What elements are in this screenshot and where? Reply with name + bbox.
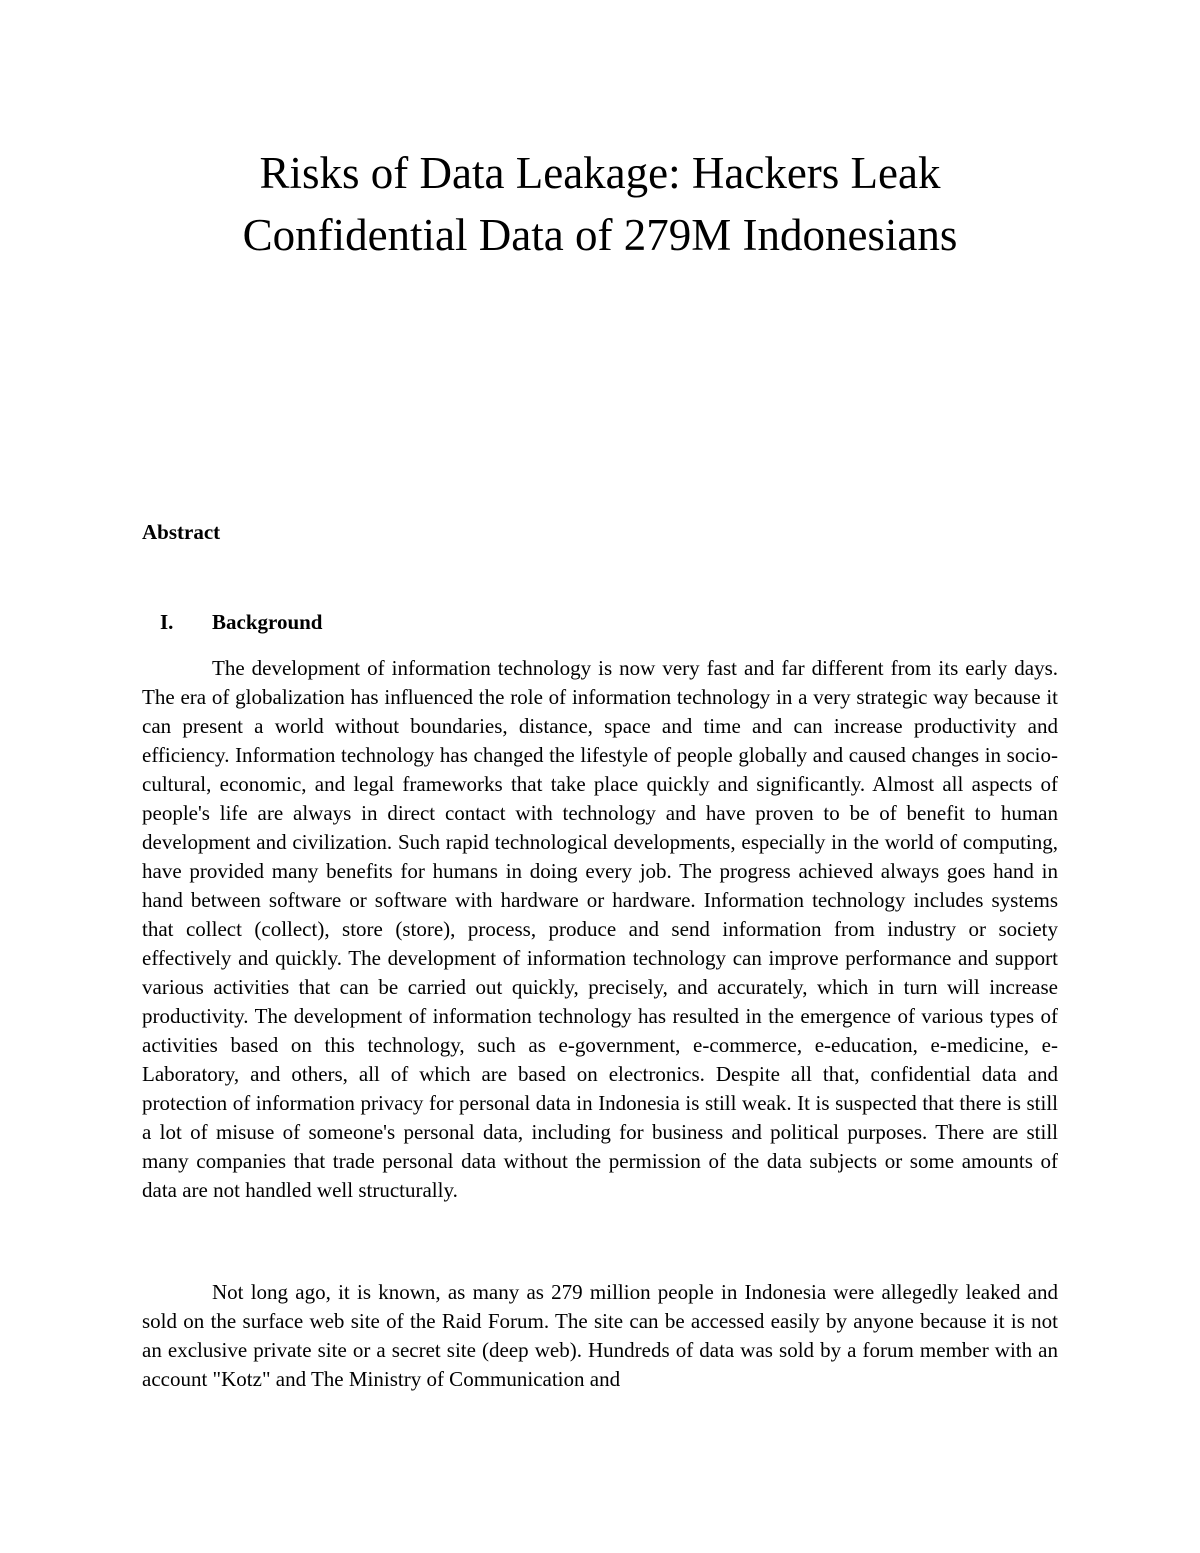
section-heading-background — [160, 610, 323, 635]
section-number: I. — [160, 610, 174, 634]
title-line-2: Confidential Data of 279M Indonesians — [242, 210, 958, 260]
title-line-1: Risks of Data Leakage: Hackers Leak — [259, 148, 941, 198]
abstract-heading: Abstract — [142, 520, 221, 544]
paragraph-1: The development of information technology is now very fast and far different from its early days. The era of globalization has influenced the role of information technology in a very strategic way because it can present a world without boundaries, distance, space and time and can increase productivity and efficiency. Information technology has changed the lifestyle of people globally and caused changes in socio-cultural, economic, and legal frameworks that take place quickly and significantly. Almost all aspects of people's life are always in direct contact with technology and have proven to be of benefit to human development and civilization. Such rapid technological developments, especially in the world of computing, have provided many benefits for humans in doing every job. The progress achieved always goes hand in hand between software or software with hardware or hardware. Information technology includes systems that collect (collect), store (store), process, produce and send information from industry or society effectively and quickly. The development of information technology can improve performance and support various activities that can be carried out quickly, precisely, and accurately, which in turn will increase productivity. The development of information technology has resulted in the emergence of various types of activities based on this technology, such as e-government, e-commerce, e-education, e-medicine, e-Laboratory, and others, all of which are based on electronics. Despite all that, confidential data and protection of information privacy for personal data in Indonesia is still weak. It is suspected that there is still a lot of misuse of someone's personal data, including for business and political purposes. There are still many companies that trade personal data without the permission of the data subjects or some amounts of data are not handled well structurally. — [142, 656, 1058, 1202]
paragraph-2: Not long ago, it is known, as many as 279 million people in Indonesia were allegedly leaked and sold on the surface web site of the Raid Forum. The site can be accessed easily by anyone because it is not an exclusive private site or a secret site (deep web). Hundreds of data was sold by a forum member with an account "Kotz" and The Ministry of Communication and — [142, 1280, 1058, 1391]
document-title — [0, 142, 1200, 266]
section-title: Background — [212, 610, 323, 634]
